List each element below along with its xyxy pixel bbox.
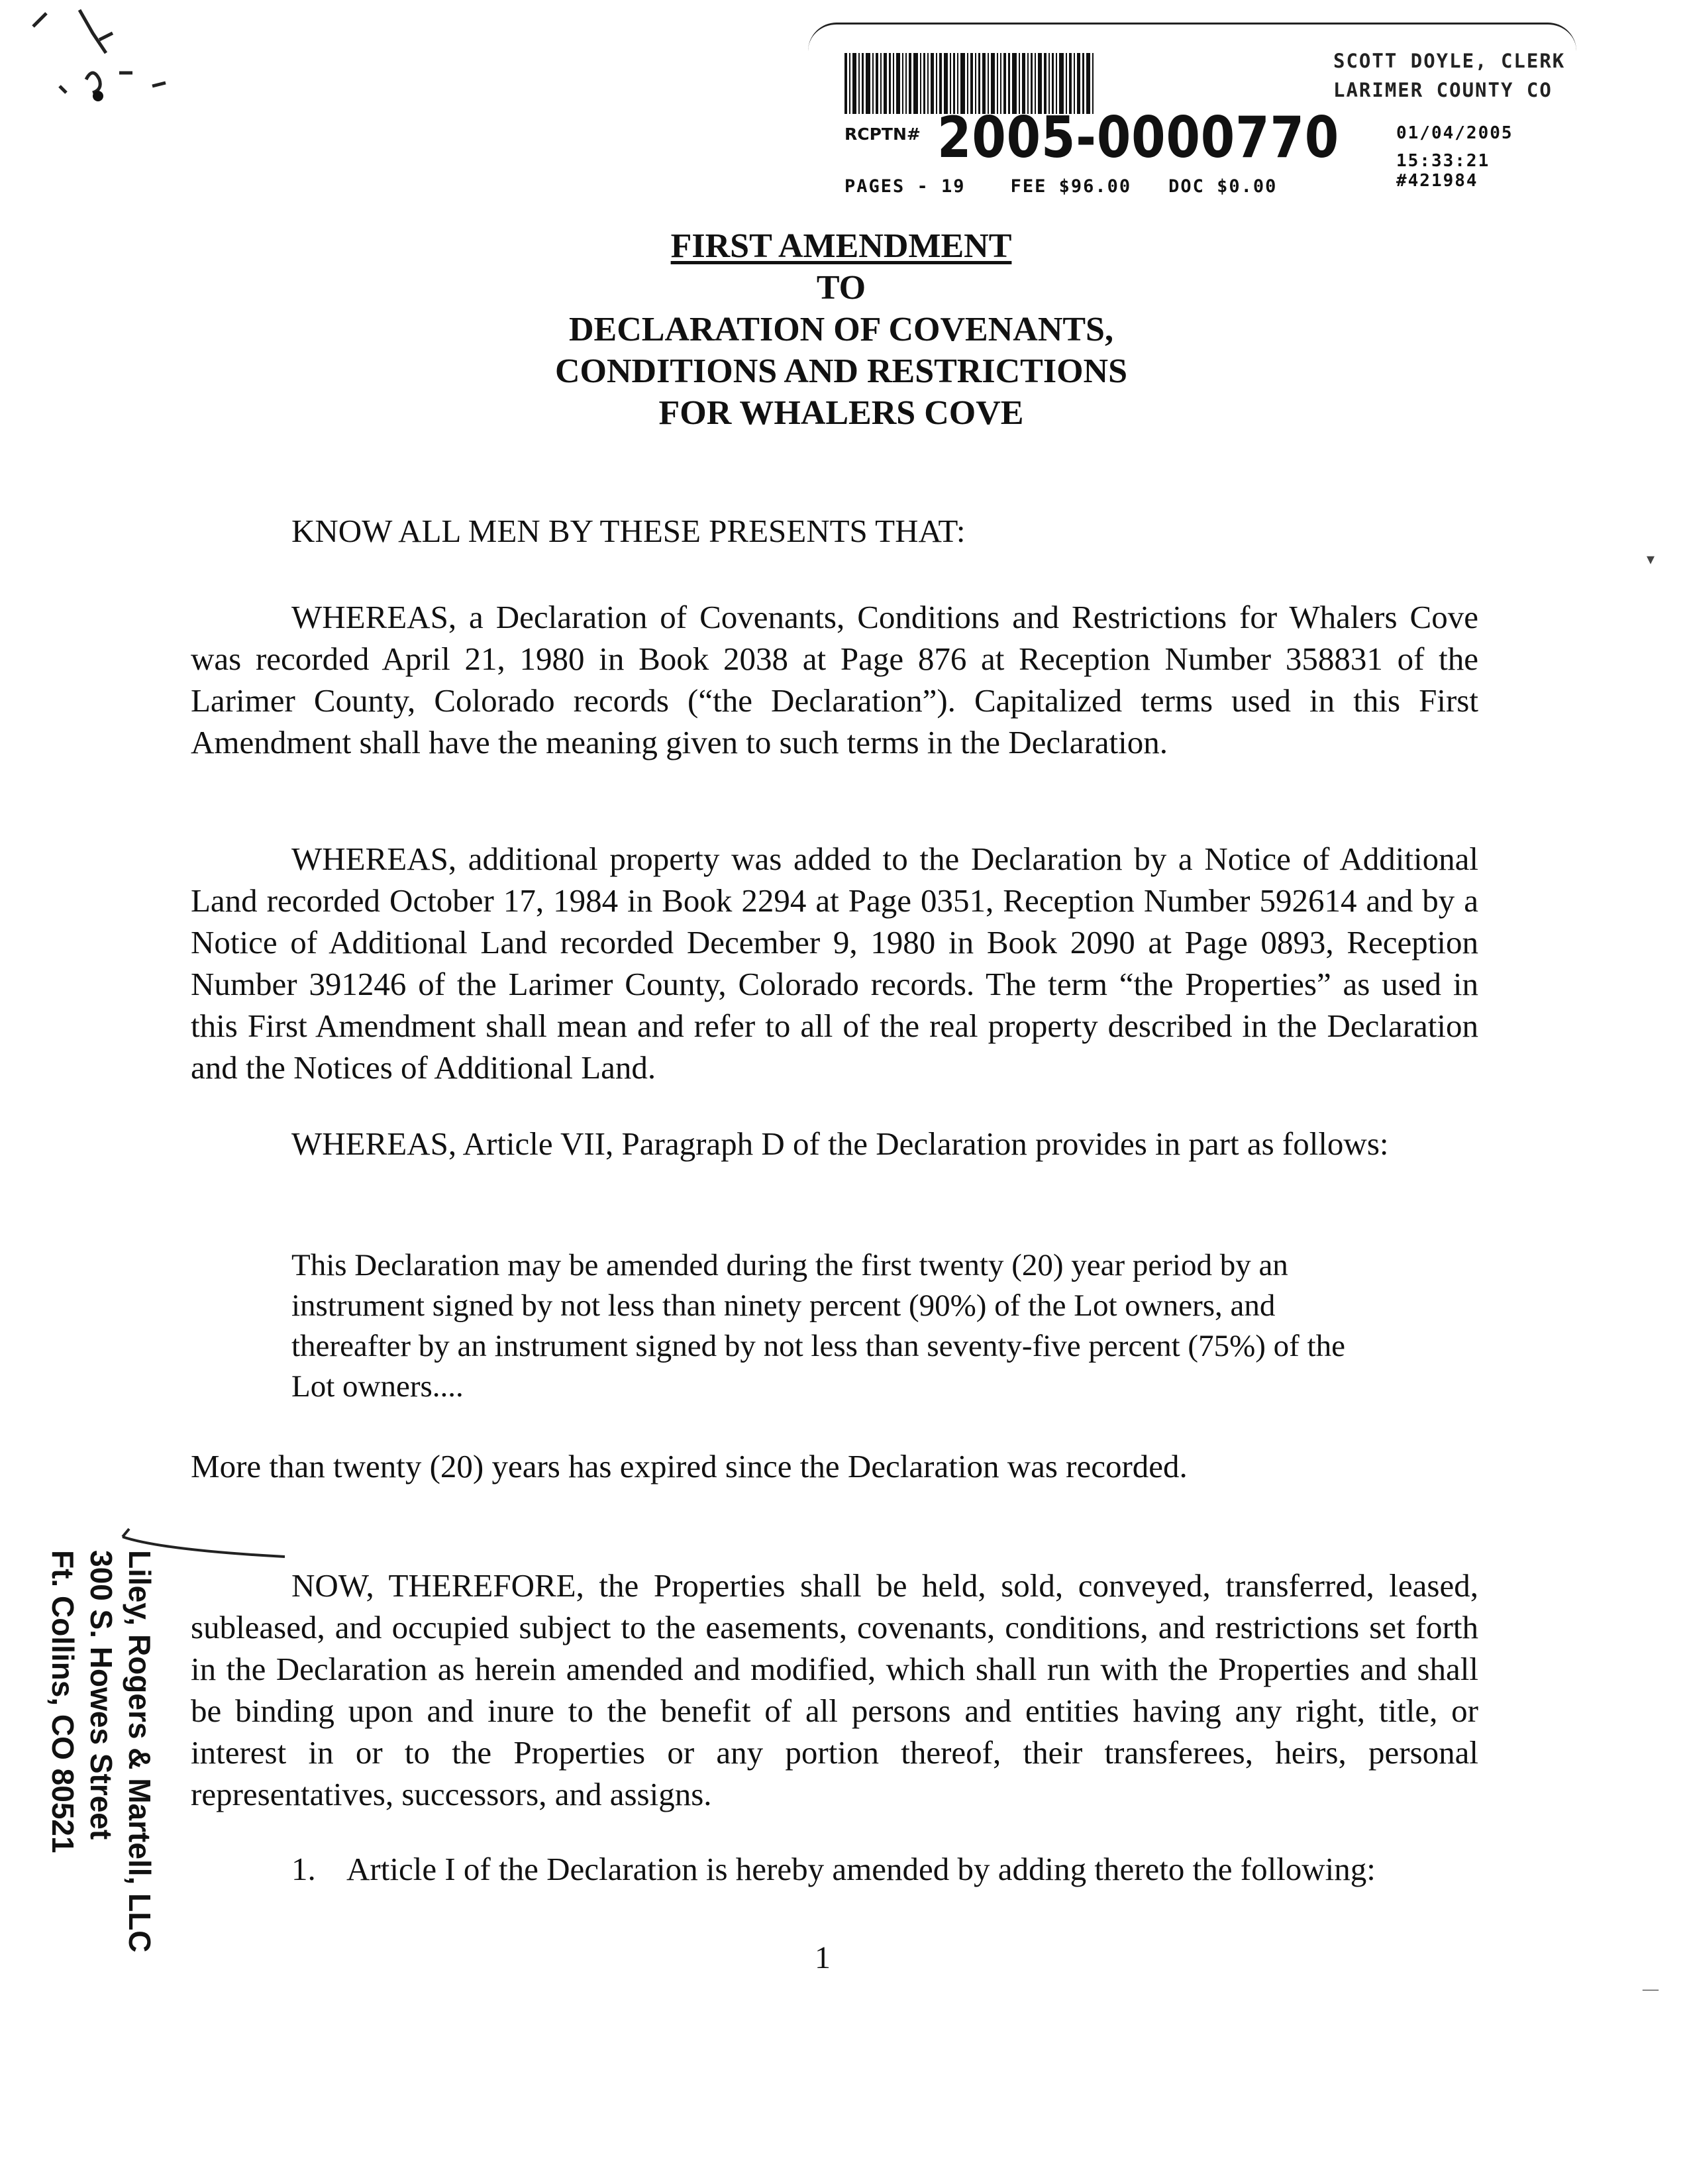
barcode-bar (893, 53, 894, 114)
barcode-bar (923, 53, 925, 114)
pages-count: PAGES - 19 (844, 176, 966, 197)
recording-stamp (795, 13, 1669, 212)
document-title (397, 225, 1285, 434)
barcode-bar (844, 53, 847, 114)
firm-city: Ft. Collins, CO 80521 (46, 1550, 80, 1853)
barcode-bar (896, 53, 900, 114)
barcode-bar (931, 53, 934, 114)
barcode-bar (902, 53, 903, 114)
stamp-footer (844, 176, 1277, 197)
firm-name: Liley, Rogers & Martell, LLC (123, 1550, 157, 1953)
barcode-bar (852, 53, 856, 114)
return-address-text (44, 1550, 159, 2014)
barcode-bar (849, 53, 850, 114)
barcode-bar (920, 53, 921, 114)
know-all-men-heading: KNOW ALL MEN BY THESE PRESENTS THAT: (291, 513, 966, 549)
barcode-bar (880, 53, 882, 114)
barcode-bar (913, 53, 918, 114)
whereas-paragraph-2: WHEREAS, additional property was added to the Declaration by a Notice of Additional Land recorded October 17, 1984 in Book 2294 at Page 0351, Reception Number 592614 and by a Notice of Additional Land recorded December 9, 1980 in Book 2090 at Page 0893, Reception Number 391246 of the Larimer County, Colorado records. The term “the Properties” as used in this First Amendment shall mean and refer to all of the real property described in the Declaration and the Notices of Additional Land. (191, 841, 1478, 1086)
scan-speck: — (1643, 1981, 1659, 1998)
barcode-bar (905, 53, 907, 114)
title-line-5: FOR WHALERS COVE (658, 394, 1024, 432)
barcode-bar (909, 53, 911, 114)
scan-speck: ▾ (1647, 551, 1655, 568)
recording-time: 15:33:21 (1396, 151, 1490, 171)
page-number: 1 (815, 1940, 831, 1975)
expiry-statement: More than twenty (20) years has expired since the Declaration was recorded. (191, 1448, 1188, 1484)
quoted-provision: This Declaration may be amended during the first twenty (20) year period by an instrument signed by not less than ninety percent (90%) of the Lot owners, and thereafter by an instrument signed by not less than seventy-five percent (75%) of the Lot owners.... (291, 1248, 1345, 1404)
whereas-paragraph-1: WHEREAS, a Declaration of Covenants, Conditions and Restrictions for Whalers Cove was recorded April 21, 1980 in Book 2038 at Page 876 at Reception Number 358831 of the Larimer County, Colorado records (“the Declaration”). Capitalized terms used in this First Amendment shall have the meaning given to such terms in the Declaration. (191, 599, 1478, 760)
firm-street: 300 S. Howes Street (84, 1550, 119, 1840)
title-line-1: FIRST AMENDMENT (670, 227, 1012, 265)
reception-number: 2005-0000770 (937, 105, 1340, 171)
barcode-bar (872, 53, 874, 114)
barcode-bar (866, 53, 870, 114)
title-line-2: TO (816, 269, 866, 307)
barcode-bar (889, 53, 891, 114)
recording-datetime (1396, 119, 1513, 175)
barcode-bar (862, 53, 864, 114)
whereas-paragraph-3: WHEREAS, Article VII, Paragraph D of the Declaration provides in part as follows: (291, 1125, 1389, 1162)
barcode-bar (884, 53, 887, 114)
barcode-bar (858, 53, 860, 114)
handwritten-mark-icon (20, 7, 192, 106)
record-id: #421984 (1396, 171, 1478, 191)
clerk-county: LARIMER COUNTY CO (1333, 79, 1553, 101)
title-line-4: CONDITIONS AND RESTRICTIONS (555, 352, 1127, 390)
title-line-3: DECLARATION OF COVENANTS, (569, 311, 1113, 348)
amendment-item-1: 1. Article I of the Declaration is hereby amended by adding thereto the following: (291, 1851, 1376, 1887)
doc-amount: DOC $0.00 (1168, 176, 1278, 197)
now-therefore-paragraph: NOW, THEREFORE, the Properties shall be held, sold, conveyed, transferred, leased, subleased, and occupied subject to the easements, covenants, conditions, and restrictions set forth in the Declaration as herein amended and modified, which shall run with the Properties and shall be binding upon and inure to the benefit of all persons and entities having any right, title, or interest in or to the Properties or any portion thereof, their transferees, heirs, personal representatives, successors, and assigns. (191, 1567, 1478, 1812)
fee-amount: FEE $96.00 (1010, 176, 1132, 197)
reception-label: RCPTN# (844, 125, 921, 144)
return-address-stamp (26, 1550, 159, 1974)
barcode-bar (927, 53, 929, 114)
clerk-block (1333, 46, 1565, 105)
barcode-bar (876, 53, 878, 114)
clerk-name: SCOTT DOYLE, CLERK (1333, 50, 1566, 72)
recording-date: 01/04/2005 (1396, 123, 1513, 143)
